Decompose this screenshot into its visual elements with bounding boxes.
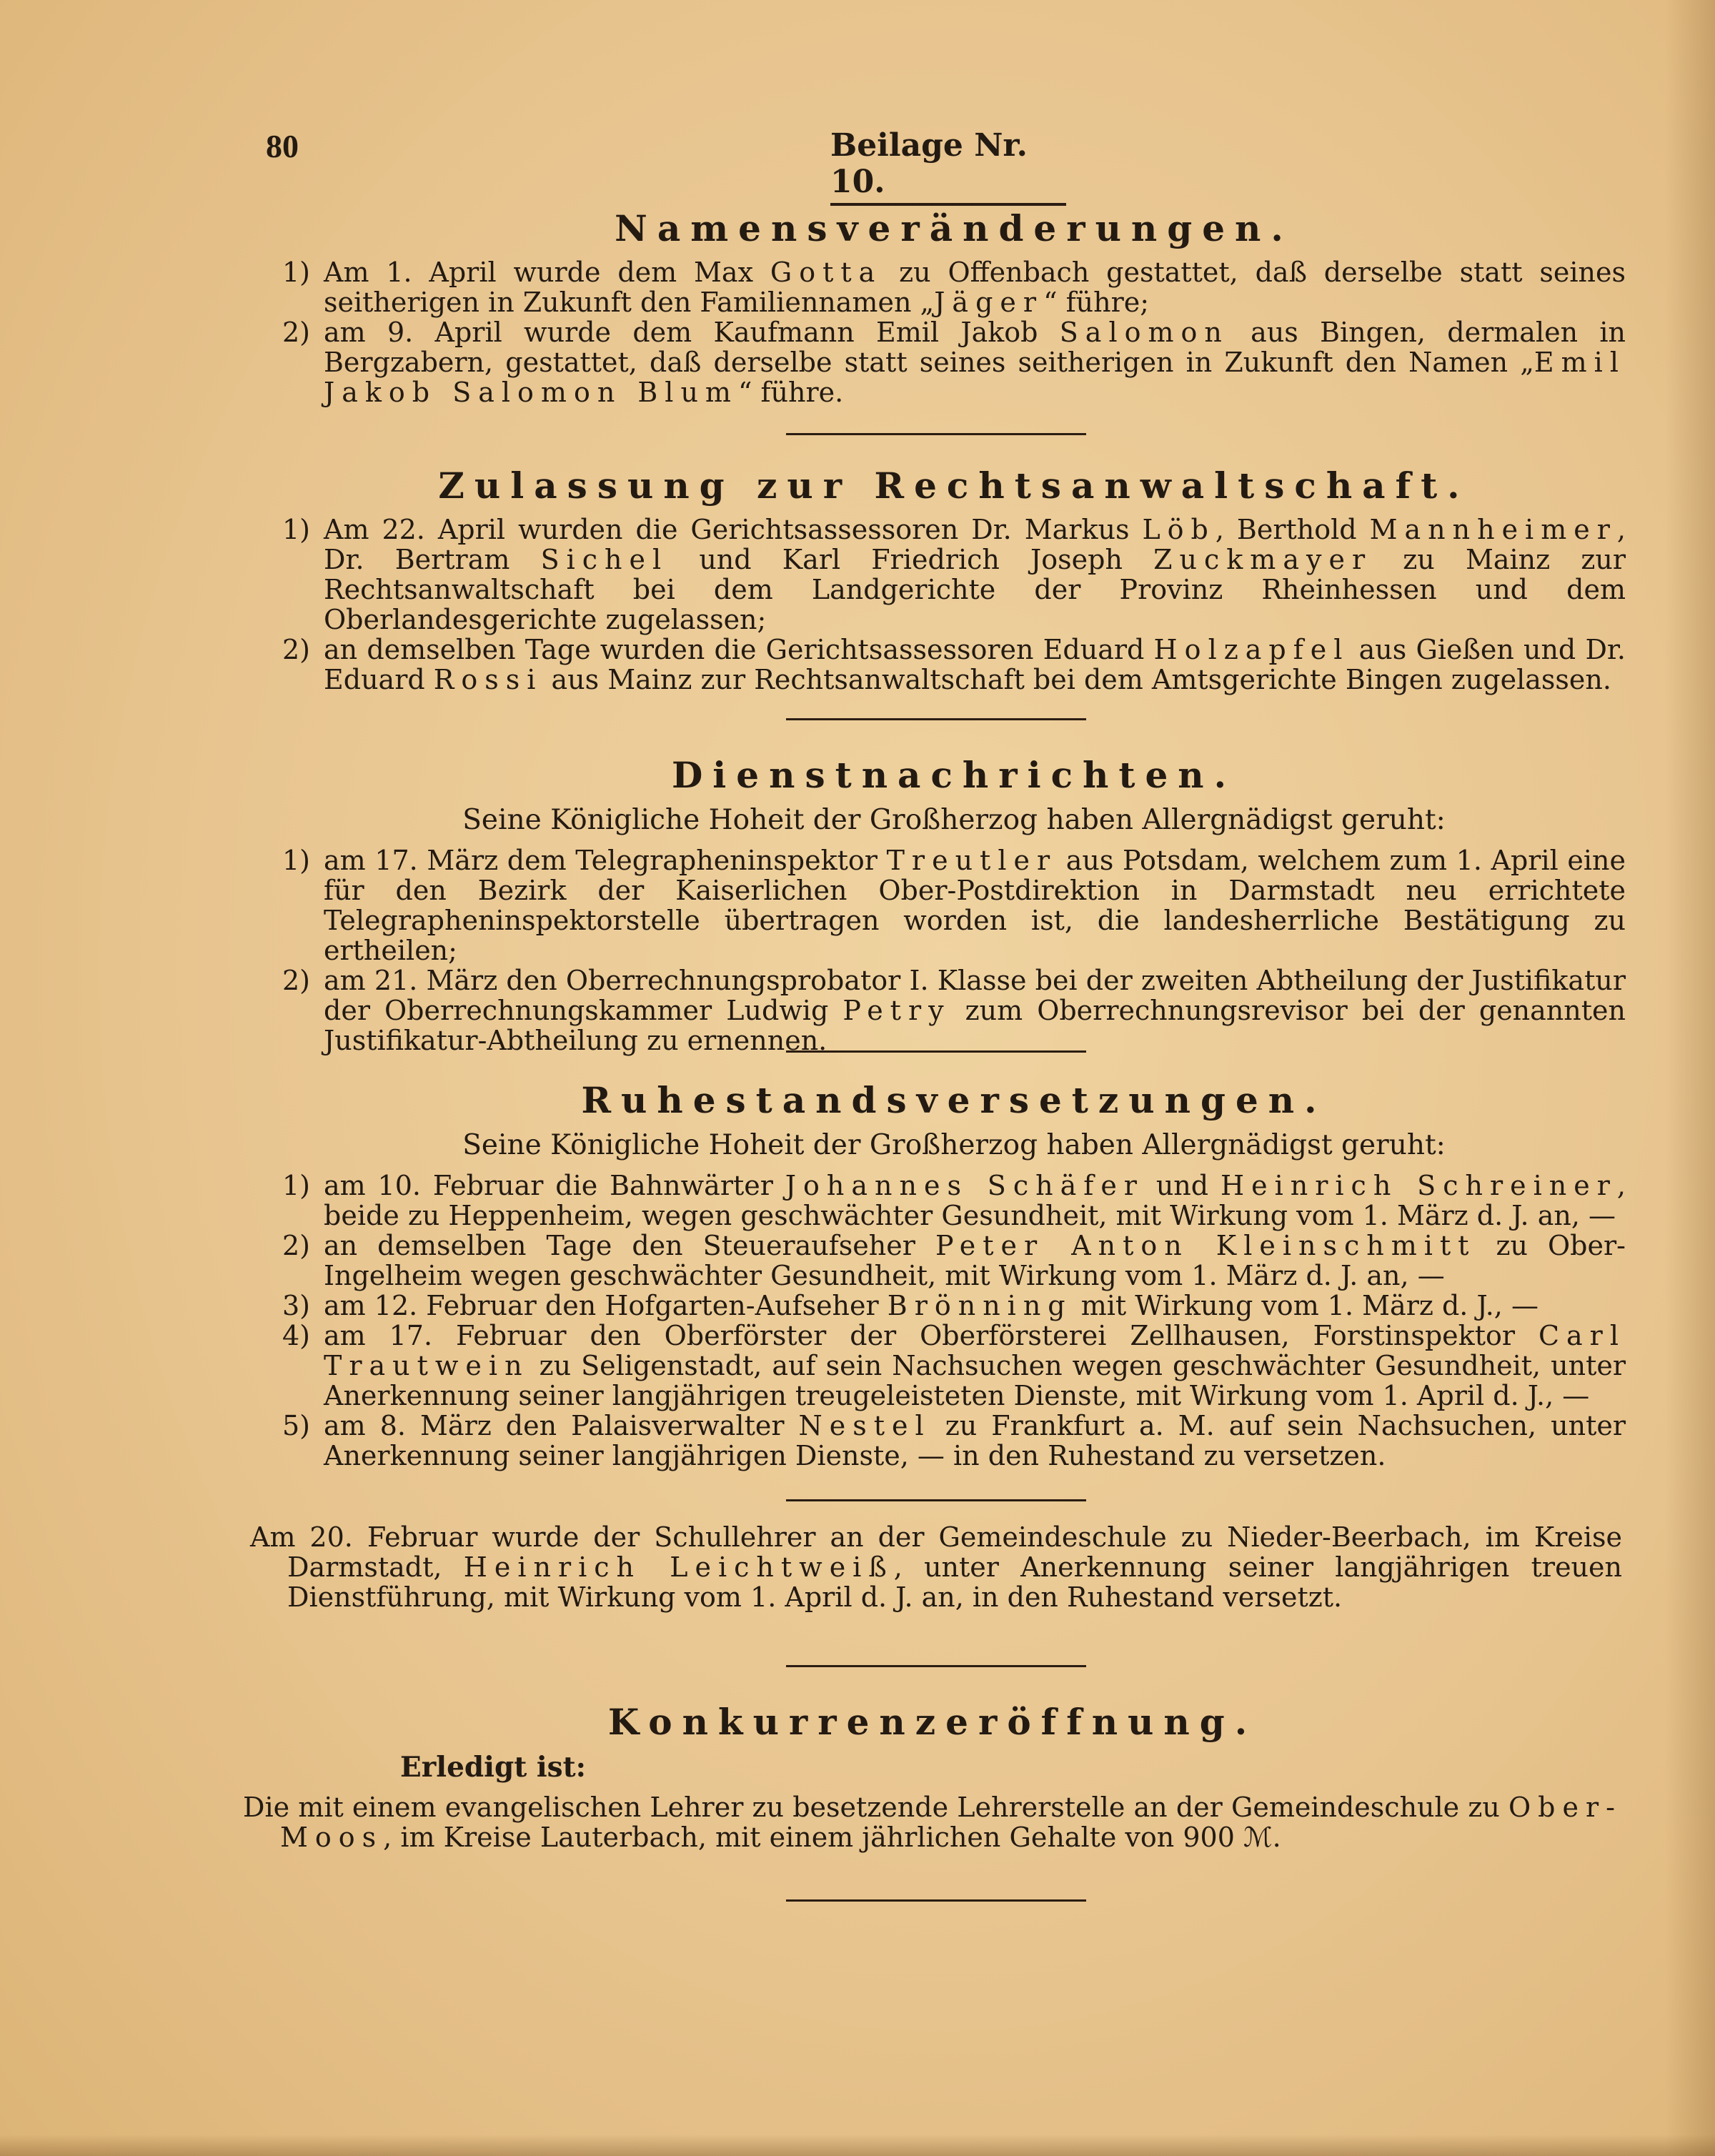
section-divider — [786, 1899, 1086, 1902]
section-ruhestandsversetzungen — [282, 1079, 1626, 1471]
item-number: 2) — [282, 1230, 311, 1261]
item-number: 2) — [282, 317, 311, 348]
spaced-name: Jäger — [934, 287, 1044, 318]
spaced-name: Treutler — [886, 845, 1058, 876]
running-title: Beilage Nr. 10. — [830, 127, 1066, 206]
vacancy-paragraph: Die mit einem evangelischen Lehrer zu besetzende Lehrerstelle an der Gemeindeschule zu Ober-Moos, im Kreise Lauterbach, mit einem jährlichen Gehalte von 900 ℳ. — [243, 1792, 1622, 1853]
list-item: 2) an demselben Tage den Steueraufseher Peter Anton Kleinschmitt zu Ober-Ingelheim wegen geschwächter Gesundheit, mit Wirkung vom 1. März d. J. an, — — [282, 1230, 1626, 1291]
section-intro: Seine Königliche Hoheit der Großherzog haben Allergnädigst geruht: — [462, 804, 1446, 836]
section-heading: Zulassung zur Rechtsanwaltschaft. — [438, 465, 1470, 507]
item-number: 1) — [282, 514, 311, 545]
section-divider — [786, 1499, 1086, 1501]
list-item: 1) am 17. März dem Telegrapheninspektor Treutler aus Potsdam, welchem zum 1. April eine für den Bezirk der Kaiserlichen Ober-Postdirektion in Darmstadt neu errichtete Telegrapheninspektorstelle übertragen worden ist, die landesherrliche Bestätigung zu ertheilen; — [282, 845, 1626, 966]
spaced-name: Löb — [1142, 514, 1216, 545]
spaced-name: Johannes Schäfer — [785, 1170, 1144, 1201]
item-number: 5) — [282, 1410, 311, 1441]
item-number: 2) — [282, 965, 311, 996]
spaced-name: Emil Jakob Salomon Blum — [324, 347, 1626, 408]
item-number: 1) — [282, 845, 311, 876]
spaced-name: Ober-Moos — [280, 1792, 1622, 1853]
section-namensveraenderungen — [282, 207, 1626, 407]
spaced-name: Heinrich Schreiner — [1220, 1170, 1617, 1201]
item-number: 4) — [282, 1320, 311, 1351]
page-bottom-shadow — [0, 2135, 1715, 2156]
spaced-name: Gotta — [770, 257, 883, 288]
section-heading: Ruhestandsversetzungen. — [581, 1079, 1327, 1121]
list-item: 2) am 9. April wurde dem Kaufmann Emil Jakob Salomon aus Bingen, dermalen in Bergzabern, gestattet, daß derselbe statt seines seitherigen in Zukunft den Namen „Emil Jakob Salomon Blum“ führe. — [282, 317, 1626, 408]
page-header — [266, 127, 1066, 200]
list-item: 1) Am 1. April wurde dem Max Gotta zu Offenbach gestattet, daß derselbe statt seines seitherigen in Zukunft den Familiennamen „Jäger“ führe; — [282, 257, 1626, 318]
list-item: 1) Am 22. April wurden die Gerichtsassessoren Dr. Markus Löb, Berthold Mannheimer, Dr. Bertram Sichel und Karl Friedrich Joseph Zuckmayer zu Mainz zur Rechtsanwaltschaft bei dem Landgerichte der Provinz Rheinhessen und dem Oberlandesgerichte zugelassen; — [282, 514, 1626, 635]
list-item: 3) am 12. Februar den Hofgarten-Aufseher Brönning mit Wirkung vom 1. März d. J., — — [282, 1290, 1538, 1321]
spaced-name: Holzapfel — [1153, 634, 1350, 665]
section-subheading: Erledigt ist: — [400, 1751, 587, 1784]
section-intro: Seine Königliche Hoheit der Großherzog haben Allergnädigst geruht: — [462, 1129, 1446, 1161]
section-konkurrenzeroeffnung — [243, 1701, 1622, 1852]
section-divider — [786, 433, 1086, 435]
ruhestand-note — [250, 1522, 1622, 1612]
page-edge-shadow — [1665, 0, 1715, 2156]
spaced-name: Brönning — [887, 1290, 1073, 1321]
section-heading: Namensveränderungen. — [615, 207, 1293, 249]
section-heading: Dienstnachrichten. — [671, 754, 1237, 796]
spaced-name: Mannheimer — [1369, 514, 1617, 545]
item-number: 3) — [282, 1290, 311, 1321]
spaced-name: Peter Anton Kleinschmitt — [935, 1230, 1476, 1261]
item-number: 2) — [282, 634, 311, 665]
section-divider — [786, 1050, 1086, 1053]
spaced-name: Rossi — [433, 664, 543, 695]
list-item: 2) am 21. März den Oberrechnungsprobator I. Klasse bei der zweiten Abtheilung der Justifikatur der Oberrechnungskammer Ludwig Petry zum Oberrechnungsrevisor bei der genannten Justifikatur-Abtheilung zu ernennen. — [282, 965, 1626, 1056]
spaced-name: Sichel — [540, 544, 669, 575]
list-item: 5) am 8. März den Palaisverwalter Nestel zu Frankfurt a. M. auf sein Nachsuchen, unter Anerkennung seiner langjährigen Dienste, — in den Ruhestand zu versetzen. — [282, 1410, 1626, 1471]
spaced-name: Petry — [842, 995, 951, 1026]
spaced-name: Carl Trautwein — [324, 1320, 1626, 1381]
spaced-name: Zuckmayer — [1153, 544, 1373, 575]
list-item: 2) an demselben Tage wurden die Gerichtsassessoren Eduard Holzapfel aus Gießen und Dr. Eduard Rossi aus Mainz zur Rechtsanwaltschaft bei dem Amtsgerichte Bingen zugelassen. — [282, 634, 1626, 695]
list-item: 4) am 17. Februar den Oberförster der Oberförsterei Zellhausen, Forstinspektor Carl Trautwein zu Seligenstadt, auf sein Nachsuchen wegen geschwächter Gesundheit, unter Anerkennung seiner langjährigen treugeleisteten Dienste, mit Wirkung vom 1. April d. J., — — [282, 1320, 1626, 1411]
item-number: 1) — [282, 1170, 311, 1201]
section-dienstnachrichten — [282, 754, 1626, 1055]
list-item: 1) am 10. Februar die Bahnwärter Johannes Schäfer und Heinrich Schreiner, beide zu Heppenheim, wegen geschwächter Gesundheit, mit Wirkung vom 1. März d. J. an, — — [282, 1170, 1626, 1231]
page-number: 80 — [266, 128, 299, 164]
section-zulassung — [282, 465, 1626, 695]
item-number: 1) — [282, 257, 311, 288]
section-divider — [786, 718, 1086, 720]
spaced-name: Nestel — [798, 1410, 931, 1441]
spaced-name: Heinrich Leichtweiß — [463, 1551, 894, 1583]
section-divider — [786, 1665, 1086, 1667]
note-paragraph: Am 20. Februar wurde der Schullehrer an der Gemeindeschule zu Nieder-Beerbach, im Kreise Darmstadt, Heinrich Leichtweiß, unter Anerkennung seiner langjährigen treuen Dienstführung, mit Wirkung vom 1. April d. J. an, in den Ruhestand versetzt. — [250, 1521, 1622, 1613]
section-heading: Konkurrenzeröffnung. — [607, 1701, 1258, 1743]
spaced-name: Salomon — [1059, 317, 1229, 348]
